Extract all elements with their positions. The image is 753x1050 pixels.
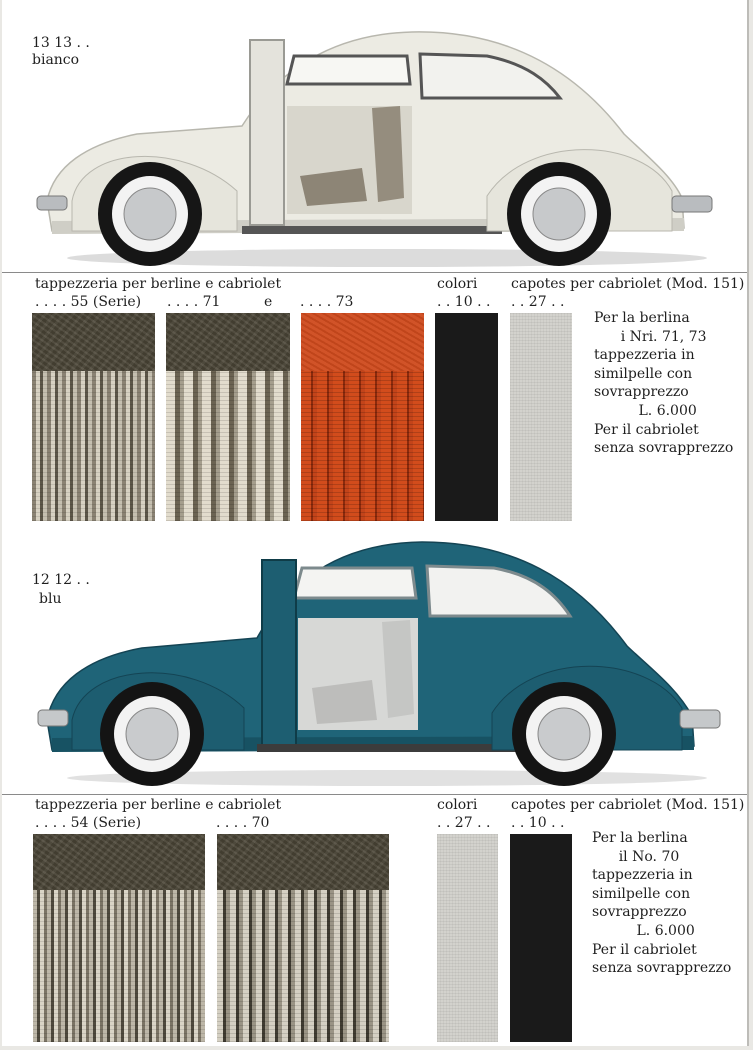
upholstery-code-55: . . . . 55 (Serie) <box>35 294 142 310</box>
top-code-27: . . 27 . . <box>511 294 565 310</box>
blue-beetle-illustration <box>32 538 722 790</box>
tops-heading-1: capotes per cabriolet (Mod. 151) <box>511 276 745 292</box>
upholstery-code-71: . . . . 71 <box>167 294 221 310</box>
upholstery-code-54: . . . . 54 (Serie) <box>35 815 142 831</box>
color-name-2: blu <box>39 591 62 607</box>
swatch-upholstery-55 <box>32 313 155 521</box>
upholstery-conjunction: e <box>264 294 273 310</box>
swatch-color-10-black <box>435 313 498 521</box>
swatch-upholstery-54 <box>33 834 205 1042</box>
swatch-upholstery-73 <box>301 313 424 521</box>
upholstery-code-70: . . . . 70 <box>216 815 270 831</box>
swatch-color-27-grey <box>437 834 498 1042</box>
brochure-page <box>2 0 749 1046</box>
price-note-1: Per la berlina i Nri. 71, 73 tappezzeria in similpelle con sovrapprezzo L. 6.000 Per il cabriolet senza sovrapprezzo <box>594 310 734 457</box>
upholstery-heading-2: tappezzeria per berline e cabriolet <box>35 797 282 813</box>
color-code-27: . . 27 . . <box>437 815 491 831</box>
colors-heading-1: colori <box>437 276 478 292</box>
swatch-upholstery-71 <box>166 313 290 521</box>
upholstery-code-73: . . . . 73 <box>300 294 354 310</box>
swatch-top-10-black <box>510 834 572 1042</box>
price-note-2: Per la berlina il No. 70 tappezzeria in similpelle con sovrapprezzo L. 6.000 Per il cabriolet senza sovrapprezzo <box>592 830 732 977</box>
color-code-10: . . 10 . . <box>437 294 491 310</box>
tops-heading-2: capotes per cabriolet (Mod. 151) <box>511 797 745 813</box>
white-beetle-illustration <box>32 26 722 272</box>
color-code-2: 12 12 . . <box>32 572 90 588</box>
colors-heading-2: colori <box>437 797 478 813</box>
color-code-1: 13 13 . . <box>32 35 90 51</box>
color-name-1: bianco <box>32 52 80 68</box>
top-code-10: . . 10 . . <box>511 815 565 831</box>
divider-top-2 <box>2 794 747 795</box>
swatch-upholstery-70 <box>217 834 389 1042</box>
divider-top-1 <box>2 272 747 273</box>
swatch-top-27-grey <box>510 313 572 521</box>
upholstery-heading-1: tappezzeria per berline e cabriolet <box>35 276 282 292</box>
